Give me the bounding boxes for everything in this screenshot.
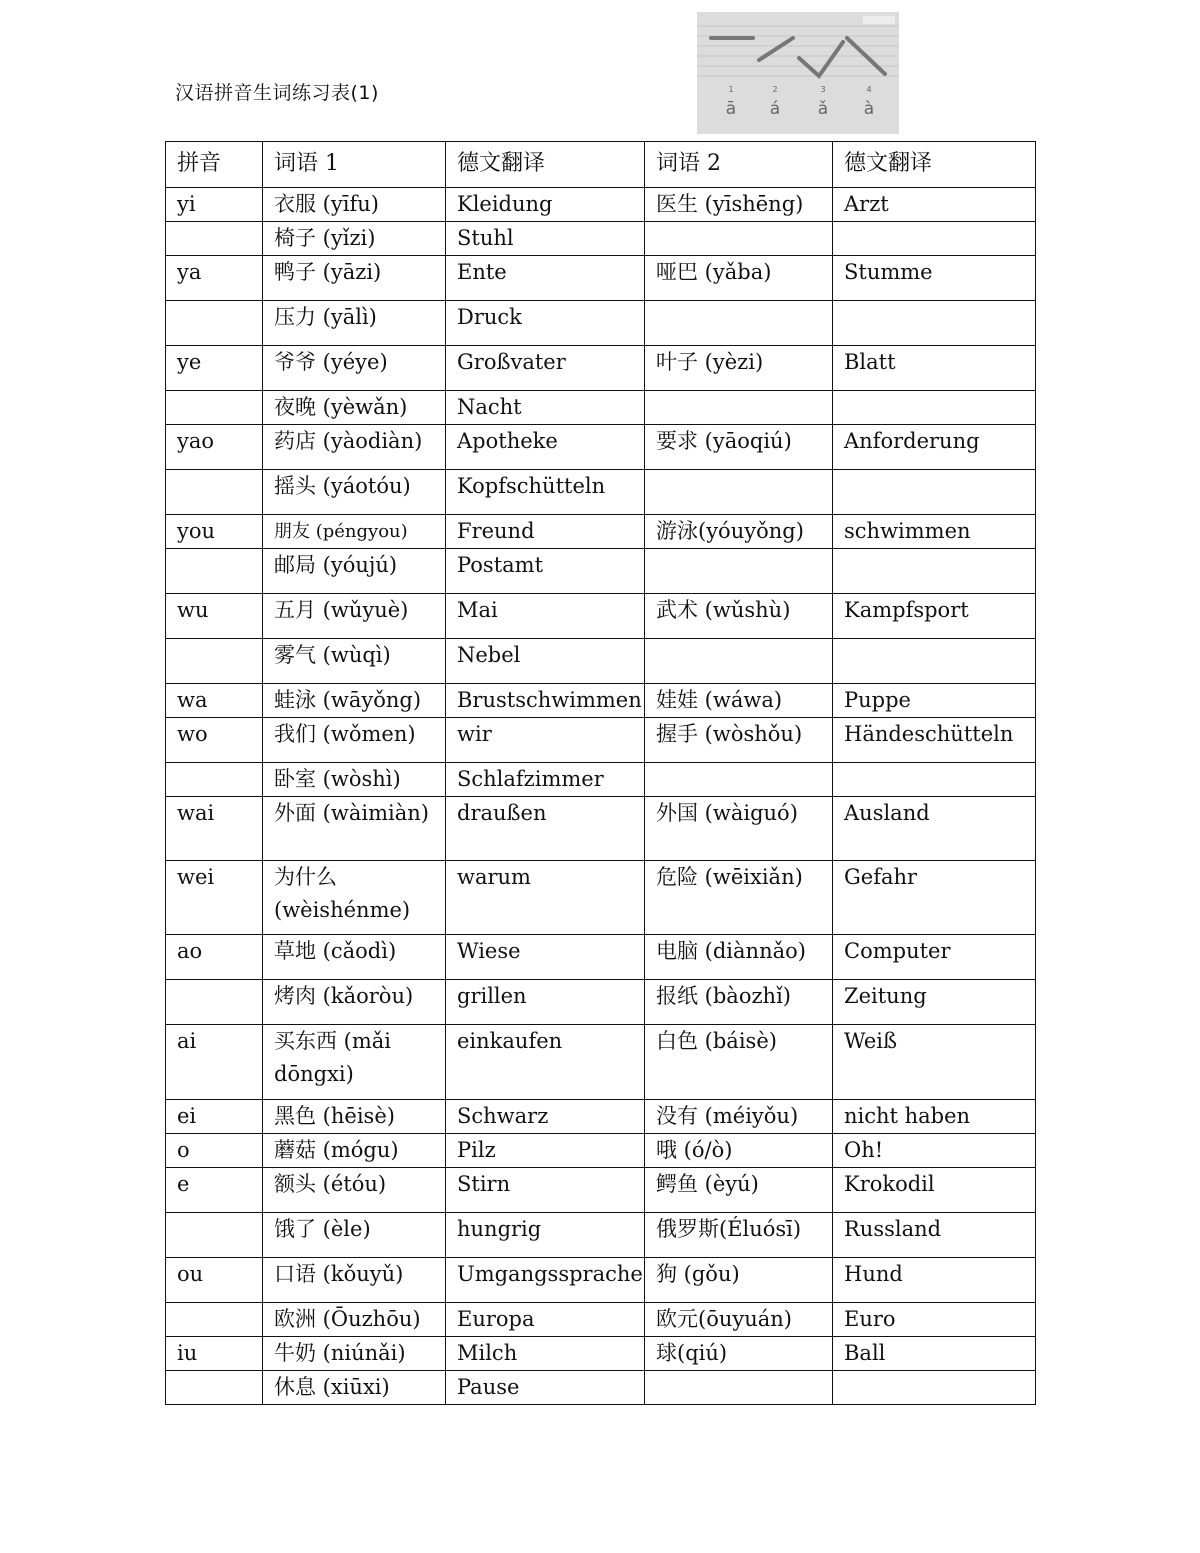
cell-word-2: 游泳(yóuyǒng) (645, 515, 833, 549)
cell-word-1: 压力 (yālì) (263, 301, 446, 346)
table-row (166, 594, 1036, 639)
cell-pinyin (166, 639, 263, 684)
cell-german-1: Milch (446, 1337, 645, 1371)
cell-pinyin: you (166, 515, 263, 549)
table-row (166, 1025, 1036, 1100)
tone-syllable-2: á (769, 99, 781, 119)
cell-pinyin: ai (166, 1025, 263, 1100)
vocab-table (165, 141, 1036, 1405)
cell-pinyin: ya (166, 256, 263, 301)
cell-german-1: Schlafzimmer (446, 763, 645, 797)
cell-pinyin (166, 549, 263, 594)
cell-word-2: 娃娃 (wáwa) (645, 684, 833, 718)
cell-pinyin: yao (166, 425, 263, 470)
cell-german-2: Ball (833, 1337, 1036, 1371)
cell-german-2: nicht haben (833, 1100, 1036, 1134)
cell-word-2 (645, 470, 833, 515)
table-row (166, 684, 1036, 718)
cell-word-1: 卧室 (wòshì) (263, 763, 446, 797)
cell-german-2 (833, 391, 1036, 425)
cell-word-2: 医生 (yīshēng) (645, 188, 833, 222)
cell-word-1: 欧洲 (Ōuzhōu) (263, 1303, 446, 1337)
cell-pinyin (166, 391, 263, 425)
table-row (166, 256, 1036, 301)
cell-pinyin: wu (166, 594, 263, 639)
cell-german-1: Druck (446, 301, 645, 346)
cell-german-2: Oh! (833, 1134, 1036, 1168)
cell-word-1: 衣服 (yīfu) (263, 188, 446, 222)
cell-word-2 (645, 763, 833, 797)
tone-number-3: 3 (820, 85, 826, 94)
cell-german-1: Europa (446, 1303, 645, 1337)
cell-word-2 (645, 391, 833, 425)
cell-german-2: Computer (833, 935, 1036, 980)
cell-pinyin: e (166, 1168, 263, 1213)
cell-word-2: 球(qiú) (645, 1337, 833, 1371)
cell-word-1: 夜晚 (yèwǎn) (263, 391, 446, 425)
cell-word-2 (645, 639, 833, 684)
cell-pinyin: ye (166, 346, 263, 391)
cell-german-1: grillen (446, 980, 645, 1025)
cell-word-2 (645, 549, 833, 594)
table-row (166, 1213, 1036, 1258)
cell-word-2 (645, 301, 833, 346)
cell-german-1: Umgangssprache (446, 1258, 645, 1303)
cell-german-1: Pause (446, 1371, 645, 1405)
table-row (166, 301, 1036, 346)
cell-german-1: Kopfschütteln (446, 470, 645, 515)
cell-german-2 (833, 301, 1036, 346)
cell-word-1: 朋友 (péngyou) (263, 515, 446, 549)
cell-word-2: 俄罗斯(Éluósī) (645, 1213, 833, 1258)
cell-word-1: 鸭子 (yāzi) (263, 256, 446, 301)
cell-pinyin: wa (166, 684, 263, 718)
cell-word-2: 危险 (wēixiǎn) (645, 861, 833, 935)
cell-german-1: Mai (446, 594, 645, 639)
header-german-1: 德文翻译 (446, 142, 645, 188)
cell-pinyin: o (166, 1134, 263, 1168)
table-header-row (166, 142, 1036, 188)
cell-word-2: 外国 (wàiguó) (645, 797, 833, 861)
cell-word-2: 武术 (wǔshù) (645, 594, 833, 639)
cell-word-1: 我们 (wǒmen) (263, 718, 446, 763)
cell-pinyin (166, 222, 263, 256)
cell-german-1: Stuhl (446, 222, 645, 256)
cell-pinyin: ou (166, 1258, 263, 1303)
table-row (166, 188, 1036, 222)
cell-german-1: hungrig (446, 1213, 645, 1258)
cell-word-1: 饿了 (èle) (263, 1213, 446, 1258)
cell-word-1: 药店 (yàodiàn) (263, 425, 446, 470)
table-row (166, 1100, 1036, 1134)
table-row (166, 1371, 1036, 1405)
table-row (166, 935, 1036, 980)
cell-word-2 (645, 1371, 833, 1405)
cell-pinyin: wo (166, 718, 263, 763)
tone-number-1: 1 (728, 85, 734, 94)
cell-word-2: 欧元(ōuyuán) (645, 1303, 833, 1337)
table-row (166, 222, 1036, 256)
tone-number-4: 4 (866, 85, 872, 94)
cell-word-1: 休息 (xiūxi) (263, 1371, 446, 1405)
cell-word-2: 叶子 (yèzi) (645, 346, 833, 391)
cell-word-2: 白色 (báisè) (645, 1025, 833, 1100)
cell-german-1: Postamt (446, 549, 645, 594)
cell-word-1: 雾气 (wùqì) (263, 639, 446, 684)
cell-pinyin (166, 763, 263, 797)
cell-pinyin (166, 980, 263, 1025)
cell-word-1: 蘑菇 (mógu) (263, 1134, 446, 1168)
header-german-2: 德文翻译 (833, 142, 1036, 188)
cell-german-2: Euro (833, 1303, 1036, 1337)
cell-german-1: Nebel (446, 639, 645, 684)
cell-german-1: Brustschwimmen (446, 684, 645, 718)
header-pinyin: 拼音 (166, 142, 263, 188)
cell-word-2: 握手 (wòshǒu) (645, 718, 833, 763)
cell-word-1: 外面 (wàimiàn) (263, 797, 446, 861)
cell-word-1: 摇头 (yáotóu) (263, 470, 446, 515)
cell-german-2 (833, 763, 1036, 797)
table-row (166, 470, 1036, 515)
cell-german-2: Krokodil (833, 1168, 1036, 1213)
cell-pinyin: ei (166, 1100, 263, 1134)
cell-pinyin (166, 1213, 263, 1258)
cell-word-2: 狗 (gǒu) (645, 1258, 833, 1303)
tone-syllable-4: à (863, 99, 875, 119)
cell-german-1: Apotheke (446, 425, 645, 470)
tone-syllable-1: ā (725, 99, 737, 119)
cell-pinyin (166, 1371, 263, 1405)
tone-syllable-3: ǎ (817, 99, 829, 119)
cell-german-1: einkaufen (446, 1025, 645, 1100)
cell-word-1: 烤肉 (kǎoròu) (263, 980, 446, 1025)
cell-german-2 (833, 549, 1036, 594)
table-row (166, 346, 1036, 391)
cell-german-2 (833, 222, 1036, 256)
cell-german-1: Großvater (446, 346, 645, 391)
cell-word-2: 报纸 (bàozhǐ) (645, 980, 833, 1025)
table-row (166, 1134, 1036, 1168)
table-row (166, 980, 1036, 1025)
cell-german-1: Stirn (446, 1168, 645, 1213)
cell-pinyin: iu (166, 1337, 263, 1371)
cell-german-2 (833, 639, 1036, 684)
cell-word-1: 五月 (wǔyuè) (263, 594, 446, 639)
table-row (166, 1303, 1036, 1337)
cell-german-2: Russland (833, 1213, 1036, 1258)
cell-german-1: warum (446, 861, 645, 935)
cell-german-2: Kampfsport (833, 594, 1036, 639)
cell-pinyin (166, 301, 263, 346)
cell-german-2 (833, 1371, 1036, 1405)
cell-pinyin: wei (166, 861, 263, 935)
table-row (166, 425, 1036, 470)
cell-word-1: 黑色 (hēisè) (263, 1100, 446, 1134)
table-row (166, 797, 1036, 861)
page-title: 汉语拼音生词练习表(1) (175, 82, 379, 104)
cell-pinyin: ao (166, 935, 263, 980)
table-row (166, 718, 1036, 763)
cell-word-1: 口语 (kǒuyǔ) (263, 1258, 446, 1303)
table-row (166, 1337, 1036, 1371)
table-row (166, 1168, 1036, 1213)
cell-word-1: 买东西 (mǎi dōngxi) (263, 1025, 446, 1100)
cell-german-1: Nacht (446, 391, 645, 425)
cell-german-1: Pilz (446, 1134, 645, 1168)
cell-german-2: Hund (833, 1258, 1036, 1303)
cell-german-2: Anforderung (833, 425, 1036, 470)
cell-word-2: 要求 (yāoqiú) (645, 425, 833, 470)
cell-german-1: Wiese (446, 935, 645, 980)
cell-word-1: 邮局 (yóujú) (263, 549, 446, 594)
cell-word-1: 草地 (cǎodì) (263, 935, 446, 980)
cell-word-1: 额头 (étóu) (263, 1168, 446, 1213)
cell-word-1: 爷爷 (yéye) (263, 346, 446, 391)
header-word-2: 词语 2 (645, 142, 833, 188)
cell-word-2: 鳄鱼 (èyú) (645, 1168, 833, 1213)
cell-german-1: draußen (446, 797, 645, 861)
cell-word-2 (645, 222, 833, 256)
cell-german-2: Arzt (833, 188, 1036, 222)
cell-german-2: Ausland (833, 797, 1036, 861)
cell-word-1: 椅子 (yǐzi) (263, 222, 446, 256)
cell-german-2: Puppe (833, 684, 1036, 718)
tone-chart-image (697, 12, 899, 134)
table-row (166, 639, 1036, 684)
cell-german-2: Händeschütteln (833, 718, 1036, 763)
cell-german-2: Stumme (833, 256, 1036, 301)
table-row (166, 515, 1036, 549)
table-row (166, 549, 1036, 594)
cell-pinyin: wai (166, 797, 263, 861)
cell-german-1: Ente (446, 256, 645, 301)
cell-word-1: 为什么 (wèishénme) (263, 861, 446, 935)
cell-german-1: Freund (446, 515, 645, 549)
cell-german-2: Blatt (833, 346, 1036, 391)
header-word-1: 词语 1 (263, 142, 446, 188)
cell-german-1: wir (446, 718, 645, 763)
tone-number-2: 2 (772, 85, 778, 94)
cell-german-2: Zeitung (833, 980, 1036, 1025)
cell-german-1: Kleidung (446, 188, 645, 222)
cell-pinyin (166, 470, 263, 515)
cell-german-1: Schwarz (446, 1100, 645, 1134)
cell-german-2: Gefahr (833, 861, 1036, 935)
cell-word-2: 哦 (ó/ò) (645, 1134, 833, 1168)
cell-word-1: 牛奶 (niúnǎi) (263, 1337, 446, 1371)
cell-german-2 (833, 470, 1036, 515)
cell-german-2: Weiß (833, 1025, 1036, 1100)
cell-word-2: 哑巴 (yǎba) (645, 256, 833, 301)
cell-pinyin (166, 1303, 263, 1337)
table-row (166, 763, 1036, 797)
cell-pinyin: yi (166, 188, 263, 222)
table-row (166, 1258, 1036, 1303)
table-row (166, 391, 1036, 425)
cell-word-2: 没有 (méiyǒu) (645, 1100, 833, 1134)
cell-word-2: 电脑 (diànnǎo) (645, 935, 833, 980)
table-row (166, 861, 1036, 935)
cell-word-1: 蛙泳 (wāyǒng) (263, 684, 446, 718)
cell-german-2: schwimmen (833, 515, 1036, 549)
